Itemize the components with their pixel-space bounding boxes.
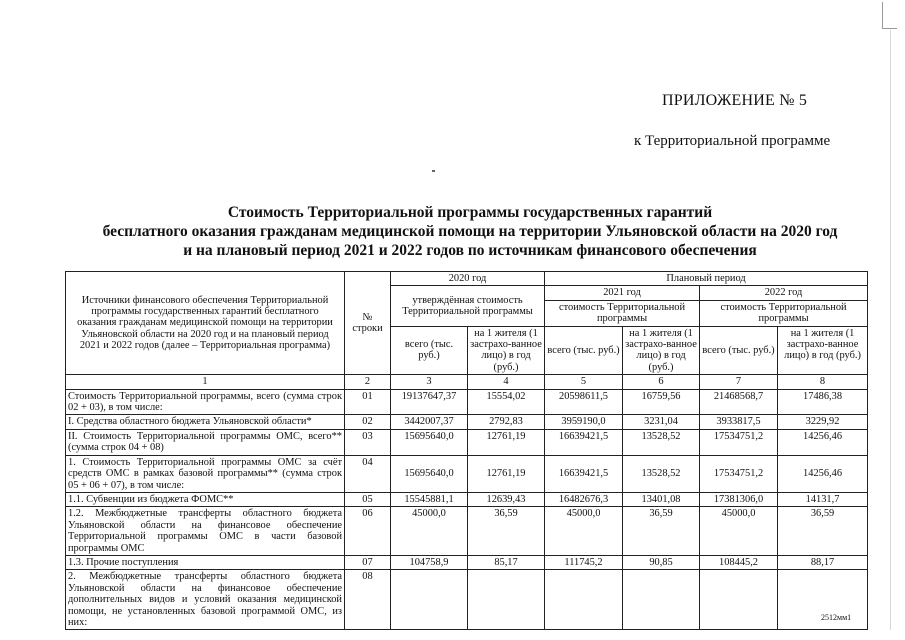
column-number: 1 — [66, 375, 345, 389]
table-row — [66, 570, 868, 630]
value-2022-total: 17534751,2 — [700, 455, 778, 492]
table-row — [66, 492, 868, 506]
scan-speck — [432, 170, 435, 172]
header-row-number: № строки — [345, 272, 391, 375]
row-source: Стоимость Территориальной программы, всего (сумма строк 02 + 03), в том числе: — [66, 389, 345, 415]
value-2021-total: 20598611,5 — [545, 389, 623, 415]
row-number: 05 — [345, 492, 391, 506]
value-2020-per-capita: 15554,02 — [468, 389, 545, 415]
value-2020-total: 3442007,37 — [391, 415, 468, 429]
header-per-capita-2022: на 1 жителя (1 застрахо-ванное лицо) в год (руб.) — [778, 326, 868, 375]
scan-edge-line — [890, 30, 891, 630]
row-source: 1.3. Прочие поступления — [66, 555, 345, 569]
column-number: 6 — [623, 375, 700, 389]
header-cost-2021: стоимость Территориальной программы — [545, 300, 700, 326]
table-row — [66, 507, 868, 556]
value-2020-total: 15545881,1 — [391, 492, 468, 506]
value-2020-per-capita: 36,59 — [468, 507, 545, 556]
value-2020-per-capita: 12761,19 — [468, 455, 545, 492]
value-2021-total: 3959190,0 — [545, 415, 623, 429]
value-2022-total: 21468568,7 — [700, 389, 778, 415]
value-2020-per-capita: 2792,83 — [468, 415, 545, 429]
row-number: 03 — [345, 429, 391, 455]
header-year-2022: 2022 год — [700, 286, 868, 300]
header-planned-period: Плановый период — [545, 272, 868, 286]
value-2021-total — [545, 570, 623, 630]
value-2022-total: 17381306,0 — [700, 492, 778, 506]
header-total-2021: всего (тыс. руб.) — [545, 326, 623, 375]
value-2021-total: 45000,0 — [545, 507, 623, 556]
value-2021-per-capita: 13528,52 — [623, 455, 700, 492]
title-line-3: и на плановый период 2021 и 2022 годов по источникам финансового обеспечения — [183, 242, 757, 259]
row-number: 08 — [345, 570, 391, 630]
value-2022-total — [700, 570, 778, 630]
document-code: 2512мм1 — [821, 613, 852, 622]
value-2020-total: 15695640,0 — [391, 429, 468, 455]
appendix-subtitle: к Территориальной программе — [634, 133, 831, 149]
value-2022-per-capita: 17486,38 — [778, 389, 868, 415]
value-2022-per-capita: 14256,46 — [778, 429, 868, 455]
row-number: 04 — [345, 455, 391, 492]
value-2021-per-capita: 3231,04 — [623, 415, 700, 429]
header-total-2022: всего (тыс. руб.) — [700, 326, 778, 375]
row-source: I. Средства областного бюджета Ульяновской области* — [66, 415, 345, 429]
row-source: 1.1. Субвенции из бюджета ФОМС** — [66, 492, 345, 506]
row-number: 06 — [345, 507, 391, 556]
value-2020-total: 15695640,0 — [391, 455, 468, 492]
row-source: 1. Стоимость Территориальной программы ОМС за счёт средств ОМС в рамках базовой программы** (сумма строк 05 + 06 + 07), в том числе: — [66, 455, 345, 492]
value-2022-per-capita: 3229,92 — [778, 415, 868, 429]
row-number: 07 — [345, 555, 391, 569]
table-row — [66, 415, 868, 429]
value-2020-total: 104758,9 — [391, 555, 468, 569]
value-2020-per-capita: 12761,19 — [468, 429, 545, 455]
value-2020-total: 19137647,37 — [391, 389, 468, 415]
value-2021-per-capita: 13528,52 — [623, 429, 700, 455]
scan-corner-mark — [882, 2, 897, 29]
value-2020-total: 45000,0 — [391, 507, 468, 556]
column-number: 5 — [545, 375, 623, 389]
row-source: 2. Межбюджетные трансферты областного бюджета Ульяновской области на финансовое обеспечение дополнительных видов и условий оказания медицинской помощи, не установленных базовой программой ОМС, из них: — [66, 570, 345, 630]
row-number: 01 — [345, 389, 391, 415]
value-2022-total: 3933817,5 — [700, 415, 778, 429]
value-2021-total: 16639421,5 — [545, 455, 623, 492]
value-2021-total: 111745,2 — [545, 555, 623, 569]
value-2022-per-capita: 36,59 — [778, 507, 868, 556]
value-2022-total: 108445,2 — [700, 555, 778, 569]
value-2021-per-capita: 13401,08 — [623, 492, 700, 506]
table-row — [66, 389, 868, 415]
value-2022-total: 17534751,2 — [700, 429, 778, 455]
value-2021-total: 16482676,3 — [545, 492, 623, 506]
value-2022-per-capita: 14131,7 — [778, 492, 868, 506]
column-number: 2 — [345, 375, 391, 389]
title-line-1: Стоимость Территориальной программы государственных гарантий — [227, 204, 713, 221]
column-number: 4 — [468, 375, 545, 389]
row-number: 02 — [345, 415, 391, 429]
column-number: 7 — [700, 375, 778, 389]
column-number: 8 — [778, 375, 868, 389]
header-per-capita-2021: на 1 жителя (1 застрахо-ванное лицо) в год (руб.) — [623, 326, 700, 375]
value-2021-per-capita: 16759,56 — [623, 389, 700, 415]
appendix-label: ПРИЛОЖЕНИЕ № 5 — [662, 92, 808, 109]
document-title — [60, 203, 880, 260]
header-cost-2022: стоимость Территориальной программы — [700, 300, 868, 326]
table-row — [66, 555, 868, 569]
value-2021-per-capita: 90,85 — [623, 555, 700, 569]
financing-table — [65, 271, 868, 630]
value-2020-per-capita — [468, 570, 545, 630]
header-total-2020: всего (тыс. руб.) — [391, 326, 468, 375]
header-year-2021: 2021 год — [545, 286, 700, 300]
header-per-capita-2020: на 1 жителя (1 застрахо-ванное лицо) в год (руб.) — [468, 326, 545, 375]
value-2022-per-capita: 88,17 — [778, 555, 868, 569]
header-year-2020: 2020 год — [391, 272, 545, 286]
title-line-2: бесплатного оказания гражданам медицинской помощи на территории Ульяновской области на 2020 год — [102, 223, 838, 240]
value-2022-total: 45000,0 — [700, 507, 778, 556]
value-2021-total: 16639421,5 — [545, 429, 623, 455]
column-numbers-row — [66, 375, 868, 389]
table-row — [66, 455, 868, 492]
value-2021-per-capita — [623, 570, 700, 630]
value-2021-per-capita: 36,59 — [623, 507, 700, 556]
column-number: 3 — [391, 375, 468, 389]
table-row — [66, 429, 868, 455]
value-2022-per-capita: 14256,46 — [778, 455, 868, 492]
value-2020-per-capita: 12639,43 — [468, 492, 545, 506]
value-2020-total — [391, 570, 468, 630]
row-source: II. Стоимость Территориальной программы ОМС, всего** (сумма строк 04 + 08) — [66, 429, 345, 455]
value-2020-per-capita: 85,17 — [468, 555, 545, 569]
header-sources: Источники финансового обеспечения Территориальной программы государственных гарантий бесплатного оказания гражданам медицинской помощи на территории Ульяновской области на 2020 год и на плановый период 2021 и 2022 годов (далее – Территориальная программа) — [66, 272, 345, 375]
header-approved-cost: утверждённая стоимость Территориальной программы — [391, 286, 545, 326]
row-source: 1.2. Межбюджетные трансферты областного бюджета Ульяновской области на финансовое обеспечение Территориальной программы ОМС в части базовой программы ОМС — [66, 507, 345, 556]
